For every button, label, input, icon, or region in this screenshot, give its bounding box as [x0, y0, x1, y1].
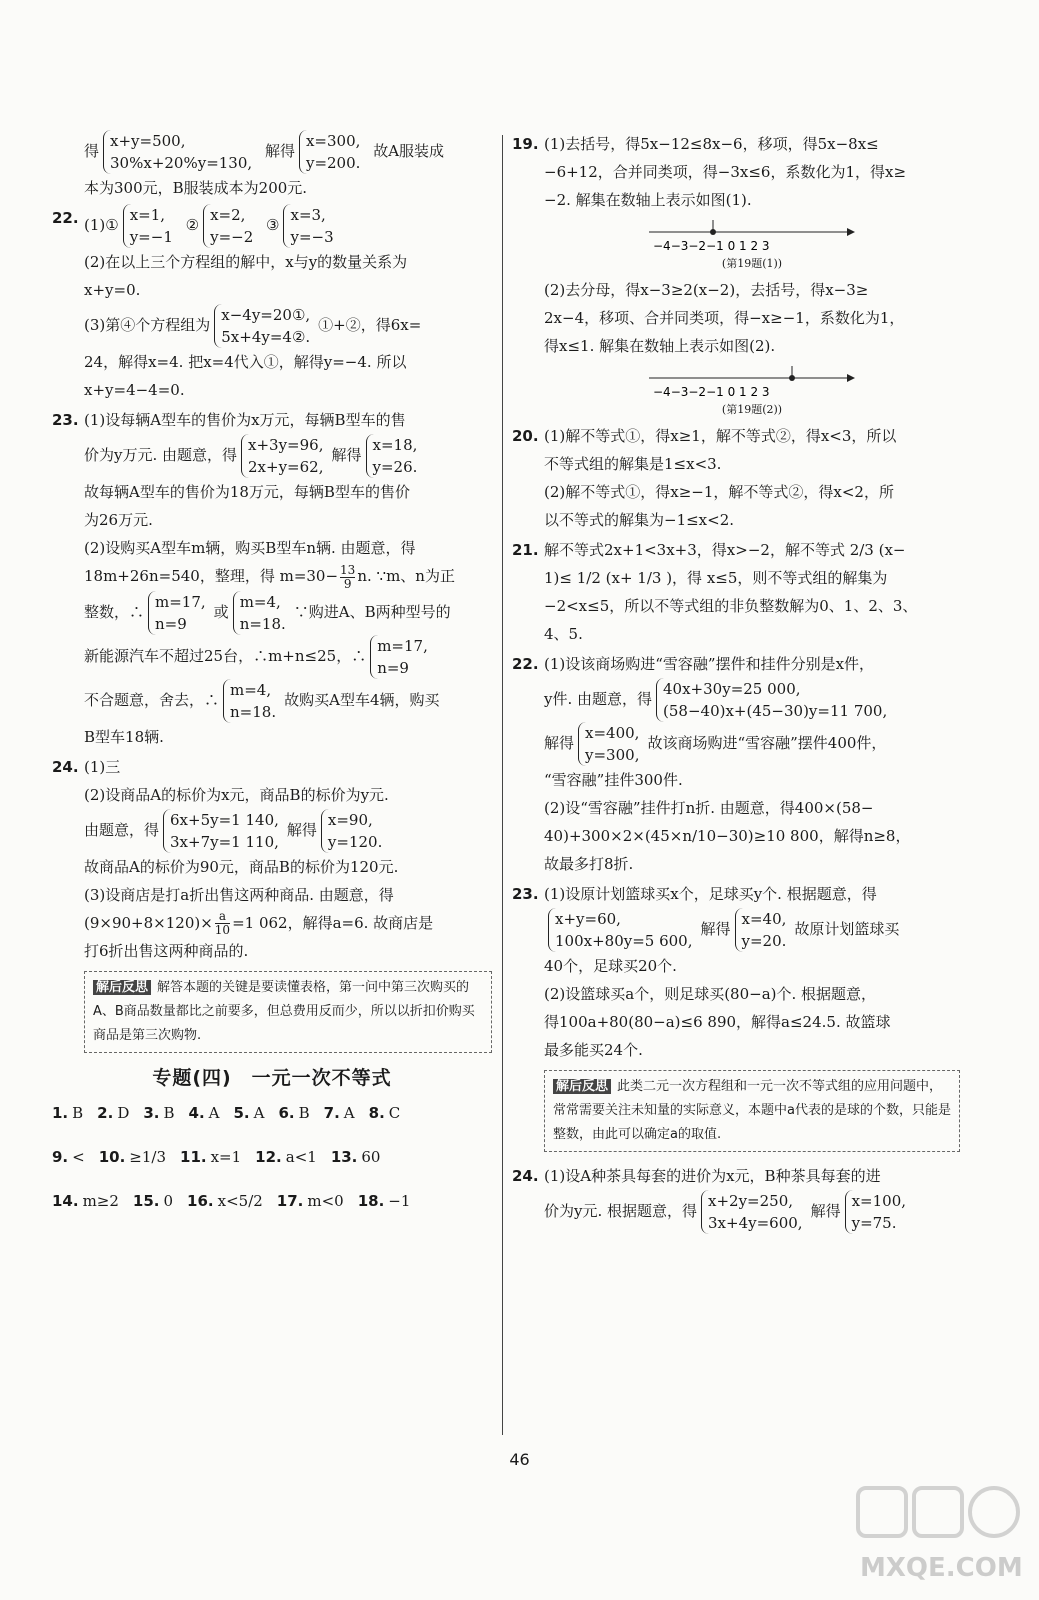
- answer-item: [99, 1148, 166, 1166]
- question-number: 24.: [512, 1167, 539, 1185]
- answer-value: <: [72, 1148, 85, 1166]
- answer-number: 6.: [278, 1104, 295, 1122]
- column-divider: [502, 135, 503, 1435]
- question-21: [512, 536, 960, 648]
- answer-value: m<0: [307, 1192, 344, 1210]
- answer-number: 15.: [132, 1192, 160, 1210]
- answer-value: B: [72, 1104, 84, 1122]
- answer-row: [52, 1186, 492, 1216]
- answer-value: a<1: [285, 1148, 317, 1166]
- answer-value: m≥2: [82, 1192, 119, 1210]
- answer-row: [52, 1142, 492, 1172]
- answer-number: 12.: [255, 1148, 282, 1166]
- q22r-line1: (1)设该商场购进“雪容融”摆件和挂件分别是x件，: [544, 655, 875, 673]
- q23-line4: 为26万元.: [84, 511, 153, 529]
- answer-value: A: [208, 1104, 220, 1122]
- number-line-1: [647, 220, 857, 254]
- q21-line2: 本为300元，B服装成本为200元.: [84, 179, 308, 197]
- answer-number: 13.: [330, 1148, 358, 1166]
- q19-line4: (2)去分母，得x−3≥2(x−2)，去括号，得x−3≥: [544, 281, 869, 299]
- q24-line5: (3)设商店是打a折出售这两种商品. 由题意，得: [84, 885, 394, 904]
- answer-item: [324, 1104, 355, 1122]
- q21-continuation: [52, 130, 492, 202]
- answer-item: [180, 1148, 241, 1166]
- q24-line4: 故商品A的标价为90元，商品B的标价为120元.: [84, 857, 399, 876]
- question-number: 24.: [52, 757, 79, 776]
- q21-suffix: 故A服装成: [373, 142, 445, 160]
- question-number: 20.: [512, 427, 539, 445]
- q24r-line1: (1)设A种茶具每套的进价为x元，B种茶具每套的进: [544, 1167, 881, 1185]
- question-number: 23.: [512, 885, 539, 903]
- fraction: $\frac{a}{10}$: [214, 909, 231, 937]
- answer-item: [255, 1148, 317, 1166]
- number-line-ticks: −4−3−2−1 0 1 2 3: [653, 239, 770, 253]
- answer-number: 1.: [52, 1104, 69, 1122]
- q22r-line6: 40)+300×2×(45×n/10−30)≥10 800，解得n≥8，: [544, 827, 911, 845]
- q22-p3-line3: x+y=4−4=0.: [84, 381, 185, 399]
- reflection-box: [544, 1070, 960, 1152]
- q23-line5: (2)设购买A型车m辆，购买B型车n辆. 由题意，得: [84, 539, 416, 557]
- answer-item: [143, 1104, 174, 1122]
- q23-line10: B型车18辆.: [84, 727, 164, 746]
- answer-number: 5.: [233, 1104, 250, 1122]
- answer-item: [369, 1104, 401, 1122]
- q23r-line6: 最多能买24个.: [544, 1041, 643, 1059]
- answer-number: 2.: [97, 1104, 114, 1122]
- answer-number: 17.: [276, 1192, 304, 1210]
- answer-value: x=1: [210, 1148, 242, 1166]
- section-title: 专题(四) 一元一次不等式: [152, 1067, 392, 1089]
- question-22: 22. (1)① x=1, y=−1 ② x=2, y=−2 ③ x=3, y=−3 (2)在以上三个方程组的解中，x与y的数量关系为 x+y=0. (3)第④个方程组为 x−4y=20①, 5x+4y=4②. ①+②，得6x= 24，解得x=4. 把x=4代入①，解得y=−4. 所以 x+y=4−4=0.: [52, 204, 492, 404]
- q23r-line4: (2)设篮球买a个，则足球买(80−a)个. 根据题意，: [544, 985, 877, 1003]
- answer-number: 18.: [357, 1192, 385, 1210]
- reflection-box: [84, 971, 492, 1053]
- q23-line1: (1)设每辆A型车的售价为x万元，每辆B型车的售: [84, 411, 406, 429]
- answer-number: 7.: [323, 1104, 340, 1122]
- q21-prefix: 得: [84, 142, 100, 160]
- q20-line1: (1)解不等式①，得x≥1，解不等式②，得x<3，所以: [544, 427, 897, 445]
- q23r-line1: (1)设原计划篮球买x个，足球买y个. 根据题意，得: [544, 885, 877, 903]
- q22-p2-line2: x+y=0.: [84, 281, 141, 299]
- question-23-right: 23. (1)设原计划篮球买x个，足球买y个. 根据题意，得 x+y=60, 100x+80y=5 600, 解得 x=40, y=20. 故原计划篮球买 40个，足球买20个. (2)设篮球买a个，则足球买(80−a)个. 根据题意， 得100a+80(80−a)≤6 890，解得a≤24.5. 故篮球 最多能买24个. 解后反思 此类二元一次方程组和一元一次不等式组的应用问题中，常常需要关注未知量的实际意义，本题中a代表的是球的个数，只能是整数，由此可以确定a的取值.: [512, 880, 960, 1152]
- q21-solve-text: 解得: [264, 142, 295, 160]
- answer-number: 4.: [188, 1104, 205, 1122]
- q23r-line3: 40个，足球买20个.: [544, 957, 677, 975]
- answer-number: 11.: [180, 1148, 207, 1166]
- q19-line3: −2. 解集在数轴上表示如图(1).: [544, 191, 752, 209]
- answer-item: [278, 1104, 309, 1122]
- q19-line1: (1)去括号，得5x−12≤8x−6，移项，得5x−8x≤: [544, 135, 879, 153]
- watermark-text: MXQE.COM: [860, 1553, 1023, 1583]
- q22-p3-line2: 24，解得x=4. 把x=4代入①，解得y=−4. 所以: [84, 353, 407, 371]
- q20-line4: 以不等式的解集为−1≤x<2.: [544, 511, 735, 529]
- question-number: 19.: [512, 135, 539, 153]
- q24-line1: (1)三: [84, 757, 121, 776]
- q22-p2-line1: (2)在以上三个方程组的解中，x与y的数量关系为: [84, 253, 408, 271]
- equation-system: x+y=500, 30%x+20%y=130,: [103, 130, 256, 174]
- answer-value: D: [117, 1104, 130, 1122]
- q22r-line7: 故最多打8折.: [544, 855, 634, 873]
- answer-item: [358, 1192, 411, 1210]
- answer-number: 8.: [368, 1104, 385, 1122]
- answer-number: 3.: [143, 1104, 160, 1122]
- q21-line3: −2<x≤5，所以不等式组的非负整数解为0、1、2、3、: [544, 597, 918, 615]
- answer-value: −1: [388, 1192, 411, 1210]
- answer-number: 16.: [187, 1192, 214, 1210]
- q24-line2: (2)设商品A的标价为x元，商品B的标价为y元.: [84, 785, 389, 804]
- question-19: [512, 130, 960, 418]
- q23r-line5: 得100a+80(80−a)≤6 890，解得a≤24.5. 故篮球: [544, 1013, 891, 1031]
- reflection-text: 此类二元一次方程组和一元一次不等式组的应用问题中，常常需要关注未知量的实际意义，本题中a代表的是球的个数，只能是整数，由此可以确定a的取值.: [553, 1079, 951, 1142]
- answer-value: 0: [163, 1192, 174, 1210]
- answer-item: [133, 1192, 173, 1210]
- answer-value: A: [253, 1104, 265, 1122]
- q21-line1: 解不等式2x+1<3x+3，得x>−2，解不等式 2/3 (x−: [544, 541, 906, 559]
- answer-value: 60: [361, 1148, 381, 1166]
- answer-value: B: [163, 1104, 175, 1122]
- figure-caption: (第19题(2)): [721, 403, 783, 416]
- answer-number: 9.: [52, 1148, 69, 1166]
- q22r-line5: (2)设“雪容融”挂件打n折. 由题意，得400×(58−: [544, 799, 874, 817]
- q22r-line4: “雪容融”挂件300件.: [544, 771, 683, 789]
- question-24: 24. (1)三 (2)设商品A的标价为x元，商品B的标价为y元. 由题意，得 6x+5y=1 140, 3x+7y=1 110, 解得 x=90, y=120. 故商品A的标价为90元，商品B的标价为120元. (3)设商店是打a折出售这两种商品. 由题意，得 (9×90+8×120)× $\frac{a}{10}$ =1 062，解得a=6. 故商店是 打6折出售这两种商品的. 解后反思 解答本题的关键是要读懂表格，第一问中第三次购买的A、B商品数量都比之前要多，但总费用反而少，所以以折扣价购买商品是第三次购物.: [52, 753, 492, 1054]
- answer-number: 14.: [52, 1192, 79, 1210]
- q21-line2: 1)≤ 1/2 (x+ 1/3 )，得 x≤5，则不等式组的解集为: [544, 569, 888, 587]
- answer-value: x<5/2: [217, 1192, 263, 1210]
- figure-caption: (第19题(1)): [721, 257, 783, 270]
- question-number: 22.: [52, 209, 79, 227]
- question-23: 23. (1)设每辆A型车的售价为x万元，每辆B型车的售 价为y万元. 由题意，得 x+3y=96, 2x+y=62, 解得 x=18, y=26. 故每辆A型车的售价为18万元，每辆B型车的售价 为26万元. (2)设购买A型车m辆，购买B型车n辆. 由题意，得 18m+26n=540，整理，得 m=30− $\frac{13}{9}$ n. ∵m、n为正 整数，∴ m=17, n=9 或 m=4, n=18. ∵购进A、B两种型号的 新能源汽车不超过25台，∴m+n≤25，∴ m=17, n=9 不合题意，舍去，∴ m=4, n=18. 故购买A型车4辆，购买 B型车18辆.: [52, 406, 492, 751]
- question-24-right: 24. (1)设A种茶具每套的进价为x元，B种茶具每套的进 价为y元. 根据题意，得 x+2y=250, 3x+4y=600, 解得 x=100, y=75.: [512, 1162, 960, 1234]
- page-number: 46: [509, 1450, 530, 1469]
- number-line-ticks: −4−3−2−1 0 1 2 3: [653, 385, 770, 399]
- q20-line3: (2)解不等式①，得x≥−1，解不等式②，得x<2，所: [544, 483, 894, 501]
- q20-line2: 不等式组的解集是1≤x<3.: [544, 455, 722, 473]
- answer-key: [52, 1098, 492, 1216]
- left-column: [52, 130, 492, 1230]
- q19-line2: −6+12，合并同类项，得−3x≤6，系数化为1，得x≥: [544, 163, 907, 181]
- q23-line3: 故每辆A型车的售价为18万元，每辆B型车的售价: [84, 483, 410, 501]
- question-number: 23.: [52, 411, 79, 429]
- answer-item: [97, 1104, 129, 1122]
- answer-number: 10.: [98, 1148, 126, 1166]
- reflection-text: 解答本题的关键是要读懂表格，第一问中第三次购买的A、B商品数量都比之前要多，但总费用反而少，所以以折扣价购买商品是第三次购物.: [93, 980, 475, 1043]
- reflection-tag: 解后反思: [93, 980, 151, 995]
- right-column: [512, 130, 960, 1236]
- q19-line6: 得x≤1. 解集在数轴上表示如图(2).: [544, 337, 776, 355]
- answer-value: C: [388, 1104, 401, 1122]
- fraction: $\frac{13}{9}$: [340, 562, 356, 591]
- number-line-2: [647, 366, 857, 400]
- answer-value: B: [298, 1104, 310, 1122]
- question-22-right: 22. (1)设该商场购进“雪容融”摆件和挂件分别是x件， y件. 由题意，得 40x+30y=25 000, (58−40)x+(45−30)y=11 700, 解得 x=400, y=300, 故该商场购进“雪容融”摆件400件， “雪容融”挂件300件. (2)设“雪容融”挂件打n折. 由题意，得400×(58− 40)+300×2×(45×n/10−30)≥10 800，解得n≥8， 故最多打8折.: [512, 650, 960, 878]
- reflection-tag: 解后反思: [553, 1079, 611, 1094]
- answer-item: [234, 1104, 265, 1122]
- question-20: [512, 422, 960, 534]
- answer-item: [52, 1192, 119, 1210]
- answer-item: [52, 1104, 83, 1122]
- answer-value: A: [343, 1104, 355, 1122]
- answer-item: [331, 1148, 381, 1166]
- q24-line7: 打6折出售这两种商品的.: [84, 942, 249, 960]
- answer-value: ≥1/3: [129, 1148, 167, 1166]
- answer-item: [189, 1104, 220, 1122]
- question-number: 21.: [512, 541, 539, 559]
- answer-item: [277, 1192, 344, 1210]
- watermark-logo: [850, 1480, 1030, 1590]
- q21-line4: 4、5.: [544, 625, 583, 643]
- solution-system: x=300, y=200.: [299, 130, 364, 174]
- q19-line5: 2x−4，移项、合并同类项，得−x≥−1，系数化为1，: [544, 309, 905, 327]
- answer-item: [52, 1148, 85, 1166]
- answer-item: [187, 1192, 263, 1210]
- question-number: 22.: [512, 655, 539, 673]
- answer-row: [52, 1098, 492, 1128]
